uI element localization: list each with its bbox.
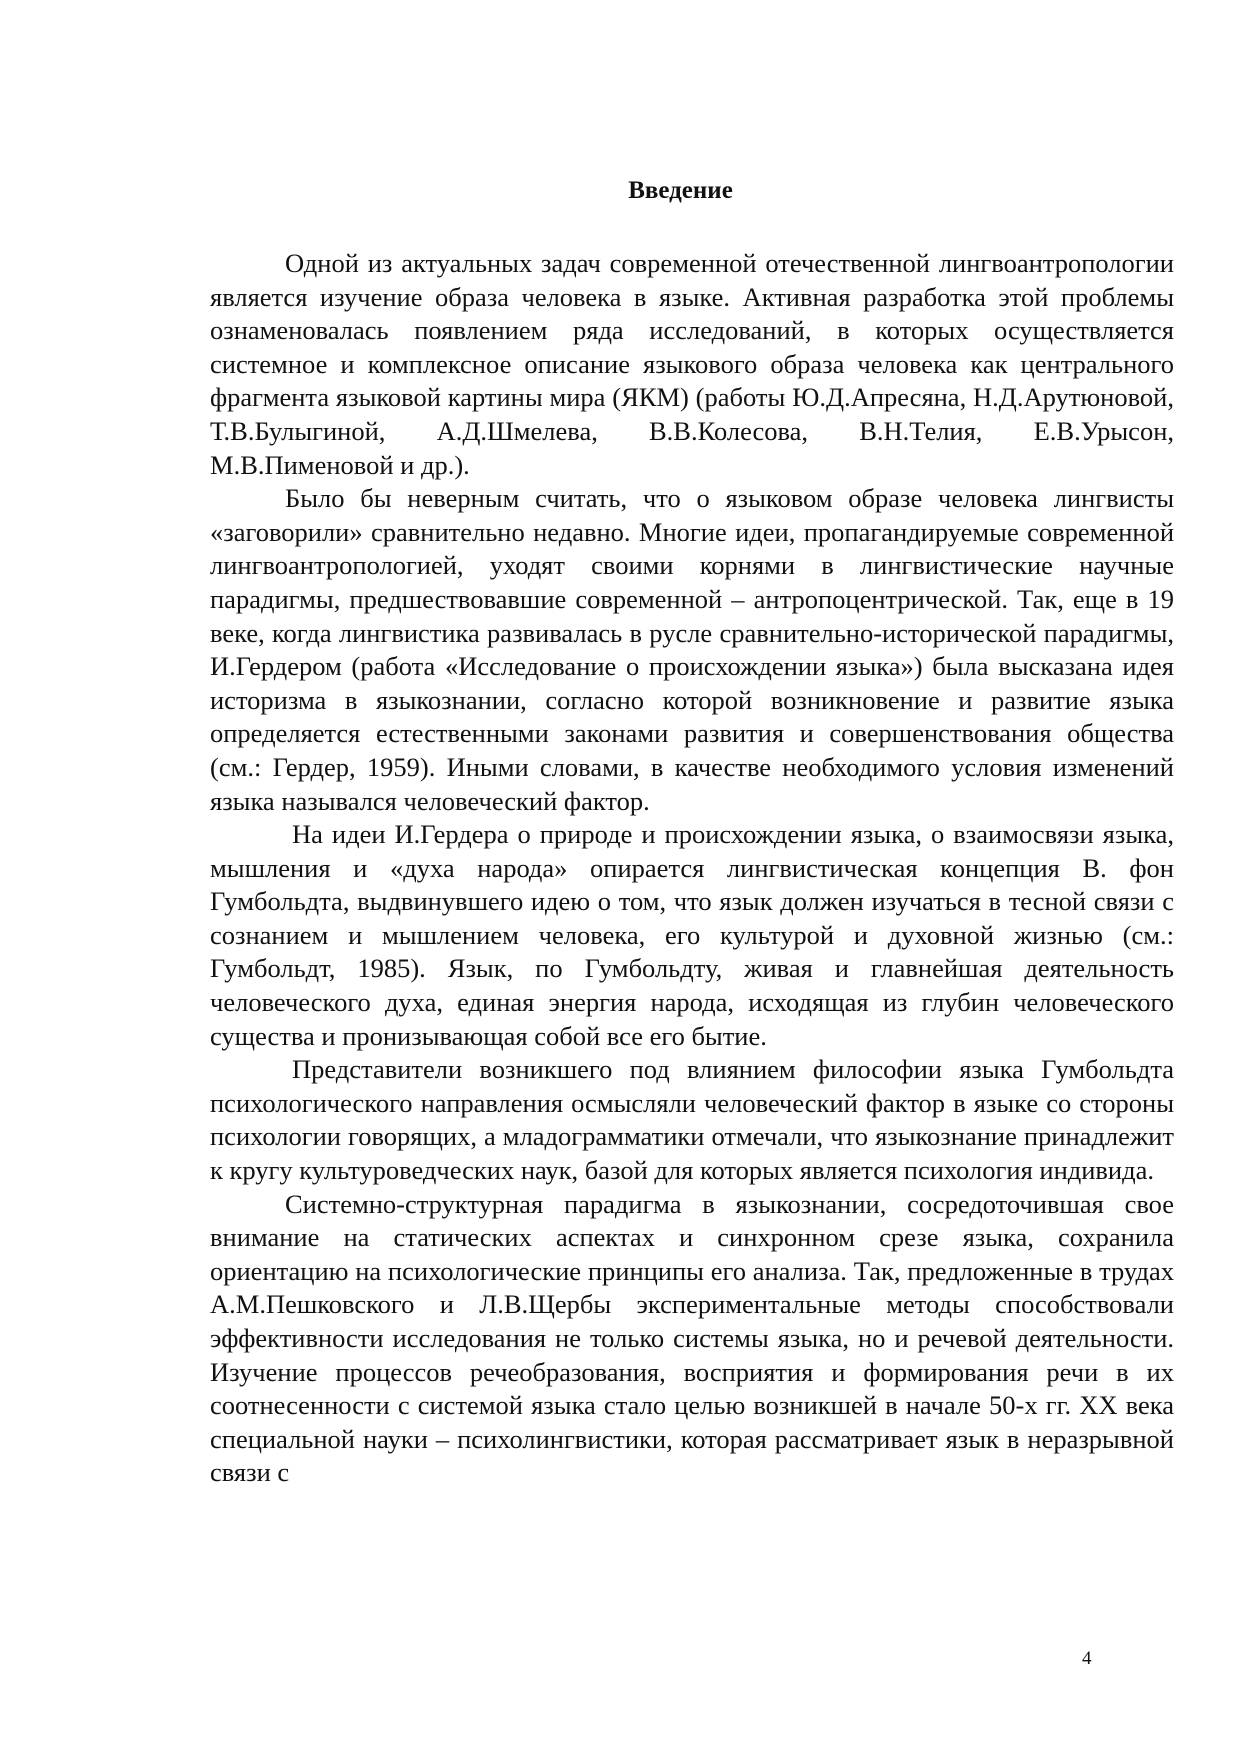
paragraph-2: Было бы неверным считать, что о языковом образе человека лингвисты «заговорили» сравнительно недавно. Многие идеи, пропагандируемые современной лингвоантропологией, уходят своими корнями в лингвистические научные парадигмы, предшествовавшие современной – антропоцентрической. Так, еще в 19 веке, когда лингвистика развивалась в русле сравнительно-исторической парадигмы, И.Гердером (работа «Исследование о происхождении языка») была высказана идея историзма в языкознании, согласно которой возникновение и развитие языка определяется естественными законами развития и совершенствования общества (см.: Гердер, 1959). Иными словами, в качестве необходимого условия изменений языка назывался человеческий фактор. (210, 483, 1174, 816)
page-number: 4 (1082, 1648, 1092, 1669)
paragraph-5: Системно-структурная парадигма в языкознании, сосредоточившая свое внимание на статических аспектах и синхронном срезе языка, сохранила ориентацию на психологические принципы его анализа. Так, предложенные в трудах А.М.Пешковского и Л.В.Щербы экспериментальные методы способствовали эффективности исследования не только системы языка, но и речевой деятельности. Изучение процессов речеобразования, восприятия и формирования речи в их соотнесенности с системой языка стало целью возникшей в начале 50-х гг. XX века специальной науки – психолингвистики, которая рассматривает язык в неразрывной связи с (210, 1188, 1174, 1488)
paragraph-4: Представители возникшего под влиянием философии языка Гумбольдта психологического направления осмысляли человеческий фактор в языке со стороны психологии говорящих, а младограмматики отмечали, что языкознание принадлежит к кругу культуроведческих наук, базой для которых является психология индивида. (210, 1054, 1174, 1186)
page-title: Введение (628, 177, 733, 204)
paragraph-1: Одной из актуальных задач современной отечественной лингвоантропологии является изучение образа человека в языке. Активная разработка этой проблемы ознаменовалась появлением ряда исследований, в которых осуществляется системное и комплексное описание языкового образа человека как центрального фрагмента языковой картины мира (ЯКМ) (работы Ю.Д.Апресяна, Н.Д.Арутюновой, Т.В.Булыгиной, А.Д.Шмелева, В.В.Колесова, В.Н.Телия, Е.В.Урысон, М.В.Пименовой и др.). (210, 248, 1174, 480)
paragraph-3: На идеи И.Гердера о природе и происхождении языка, о взаимосвязи языка, мышления и «духа народа» опирается лингвистическая концепция В. фон Гумбольдта, выдвинувшего идею о том, что язык должен изучаться в тесной связи с сознанием и мышлением человека, его культурой и духовной жизнью (см.: Гумбольдт, 1985). Язык, по Гумбольдту, живая и главнейшая деятельность человеческого духа, единая энергия народа, исходящая из глубин человеческого существа и пронизывающая собой все его бытие. (210, 819, 1174, 1051)
document-body (210, 247, 1174, 1490)
